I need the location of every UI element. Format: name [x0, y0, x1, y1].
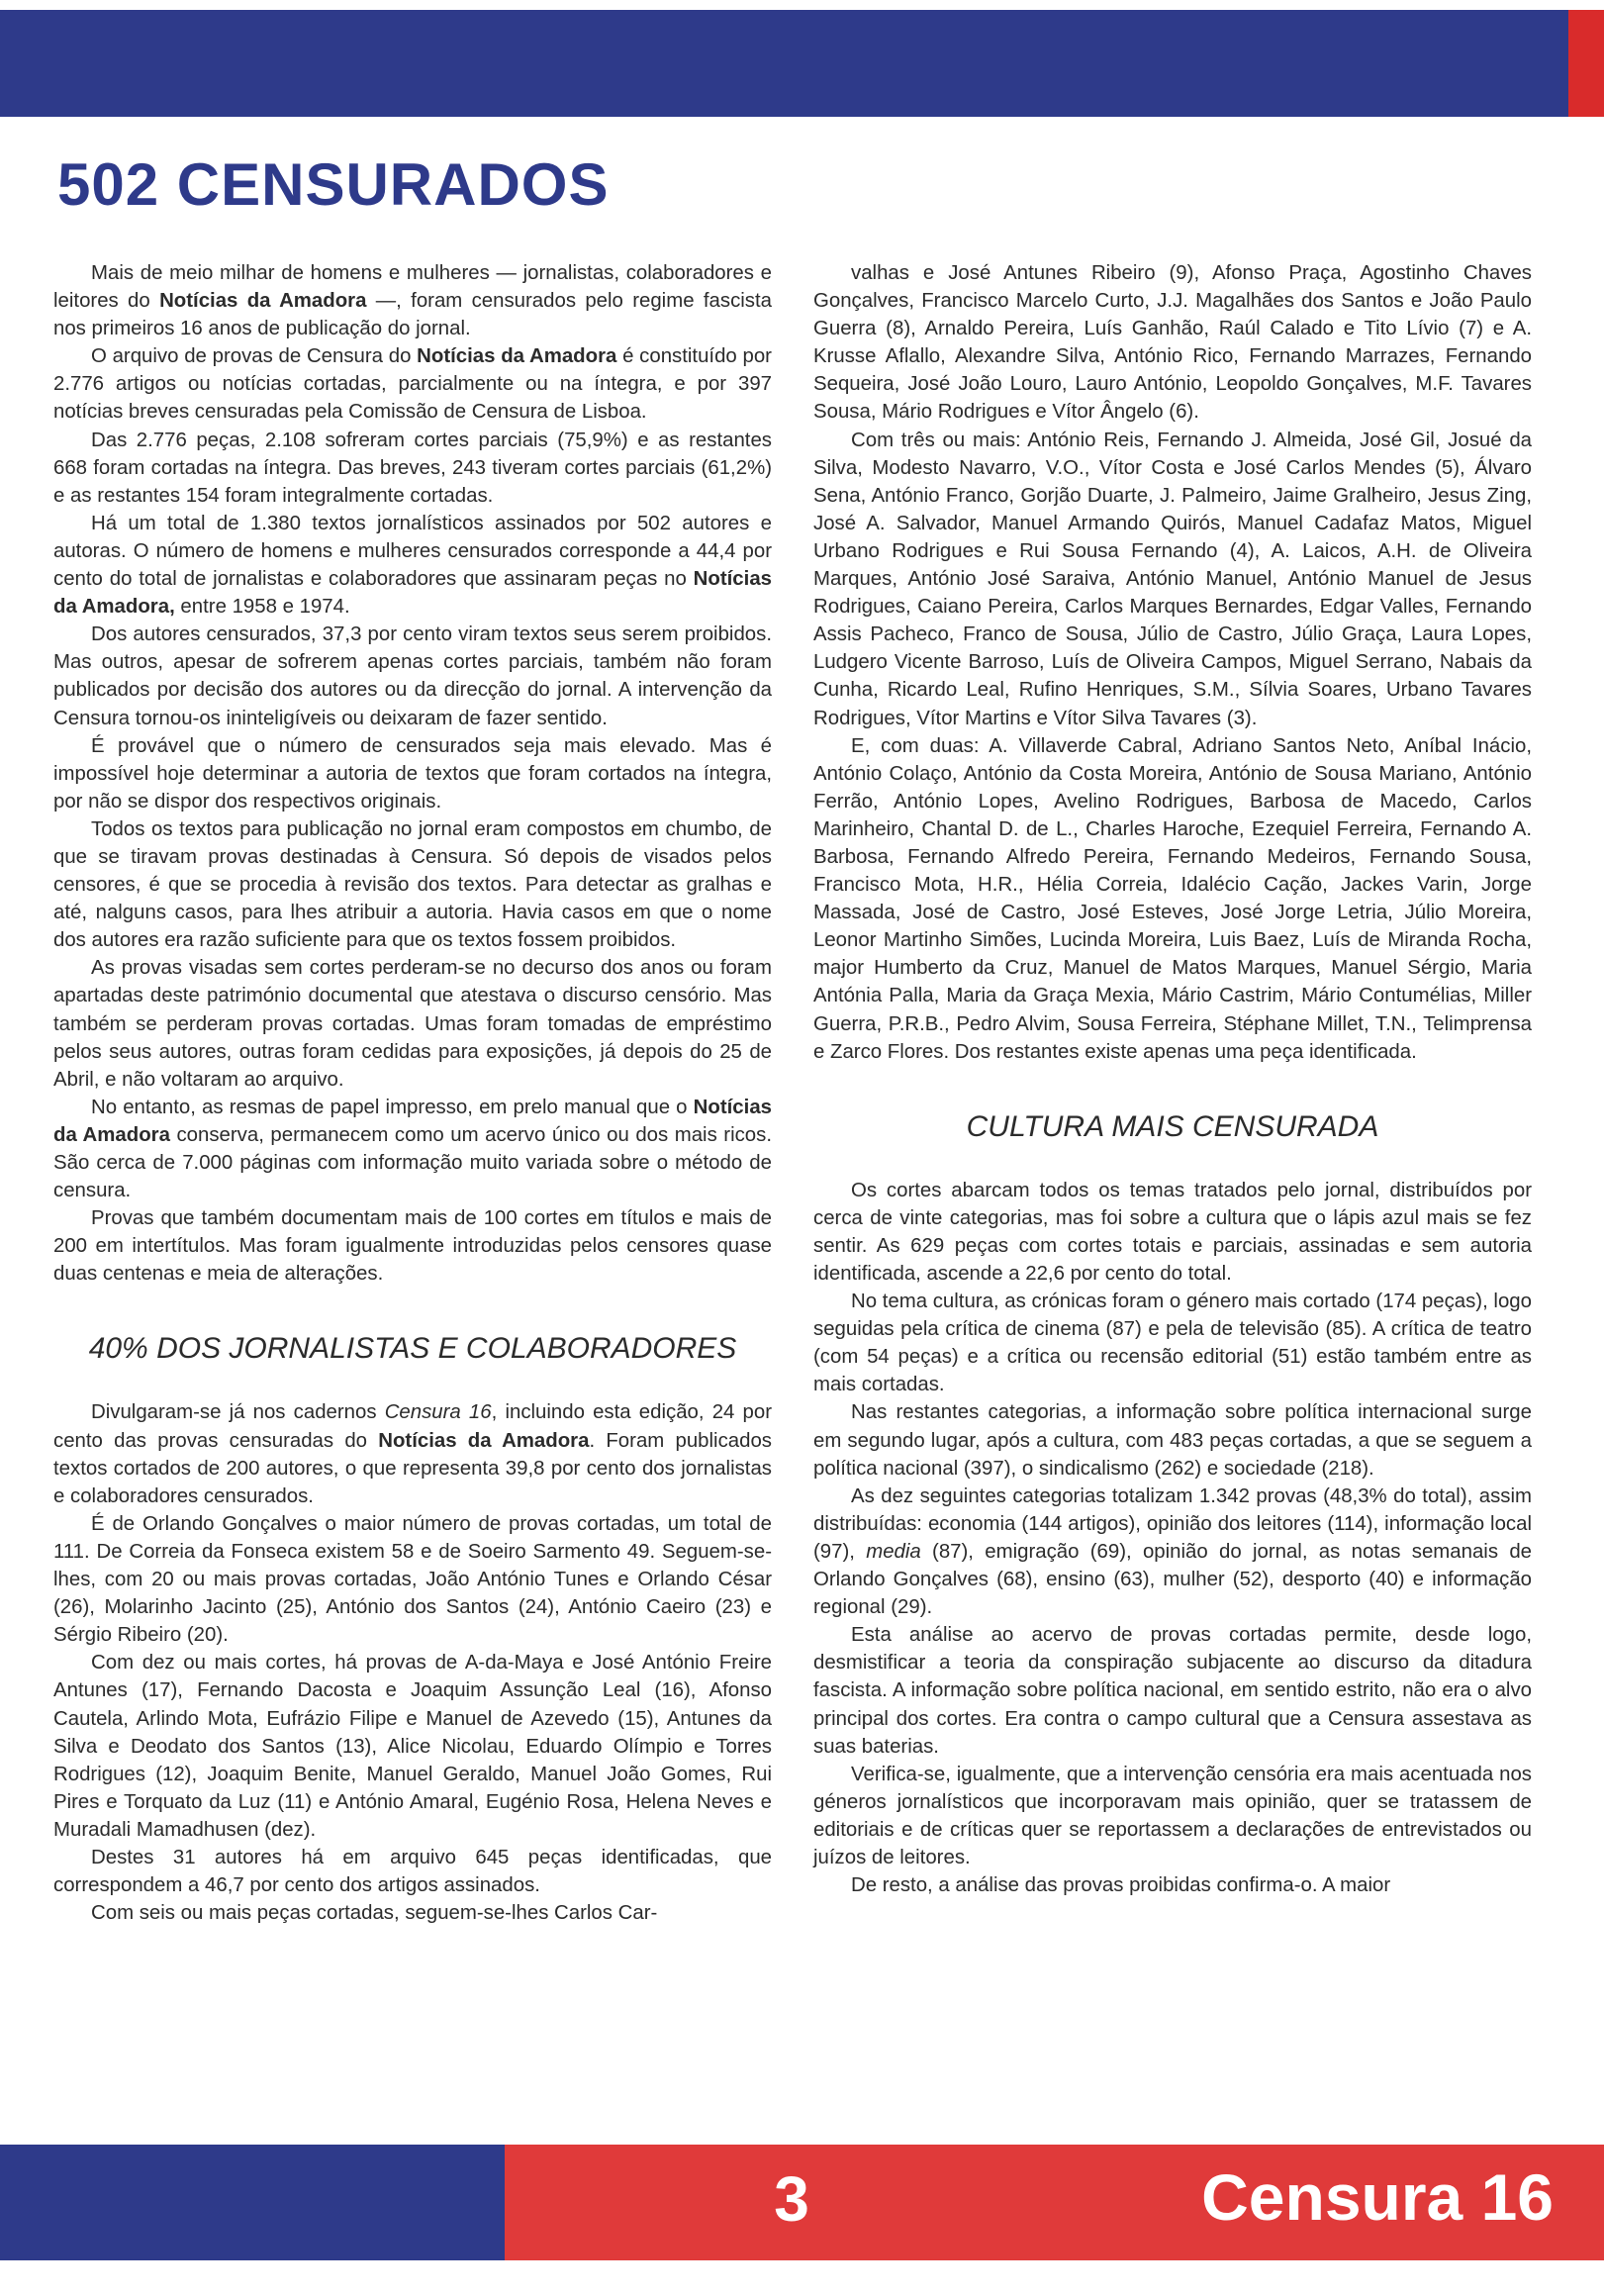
- right-column: [813, 259, 1532, 1899]
- subhead-cultura: CULTURA MAIS CENSURADA: [966, 1109, 1379, 1143]
- newspaper-name: Notícias da Amadora: [417, 345, 617, 368]
- paragraph: [53, 1398, 772, 1509]
- paragraph-text: , incluindo esta edição, 24 por cento das provas censuradas do: [53, 1401, 773, 1452]
- paragraph: [813, 1621, 1532, 1760]
- paragraph-text: —, foram censurados pelo regime fascista nos primeiros 16 anos de publicação do jornal.: [53, 290, 772, 340]
- paragraph: [53, 510, 772, 621]
- paragraph: [53, 1649, 772, 1844]
- paragraph: [813, 1177, 1532, 1288]
- paragraph-text: É provável que o número de censurados seja mais elevado. Mas é impossível hoje determinar a autoria de textos que foram cortados na íntegra, por não se dispor dos respectivos originais.: [53, 734, 772, 813]
- page-number: 3: [774, 2163, 809, 2235]
- paragraph-text: valhas e José Antunes Ribeiro (9), Afonso Praça, Agostinho Chaves Gonçalves, Francisco Marcelo Curto, J.J. Magalhães dos Santos e João Paulo Guerra (8), Arnaldo Pereira, Luís Ganhão, Raúl Calado e Tito Lívio (7) e A. Krusse Aflallo, Alexandre Silva, António Rico, Fernando Marrazes, Fernando Sequeira, José João Louro, Lauro António, Leopoldo Gonçalves, M.F. Tavares Sousa, Mário Rodrigues e Vítor Ângelo (6).: [813, 262, 1532, 424]
- newspaper-name: Notícias da Amadora: [159, 290, 367, 313]
- right-paragraphs: [813, 259, 1532, 1066]
- paragraph-text: Verifica-se, igualmente, que a intervenção censória era mais acentuada nos géneros jornalísticos que incorporavam mais opinião, quer se tratassem de editoriais e de críticas quer se reportassem a declarações de entrevistados ou juízos de leitores.: [813, 1763, 1532, 1868]
- paragraph: [53, 259, 772, 342]
- paragraph-text: No tema cultura, as crónicas foram o género mais cortado (174 peças), logo seguidas pela crítica de cinema (87) e pela de televisão (85). A crítica de teatro (com 54 peças) e a crítica ou recensão editorial (51) estão também entre as mais cortadas.: [813, 1291, 1532, 1396]
- paragraph-text: Das 2.776 peças, 2.108 sofreram cortes parciais (75,9%) e as restantes 668 foram cortadas na íntegra. Das breves, 243 tiveram cortes parciais (61,2%) e as restantes 154 foram integralmente cortadas.: [53, 429, 772, 507]
- subhead-jornalistas: 40% DOS JORNALISTAS E COLABORADORES: [88, 1332, 737, 1366]
- paragraph-text: As provas visadas sem cortes perderam-se no decurso dos anos ou foram apartadas deste património documental que atestava o discurso censório. Mas também se perderam provas cortadas. Umas foram tomadas de empréstimo pelos seus autores, outras foram cedidas para exposições, já depois do 25 de Abril, e não voltaram ao arquivo.: [53, 957, 772, 1091]
- paragraph-text: Censura 16: [384, 1401, 492, 1424]
- paragraph: [53, 1844, 772, 1899]
- paragraph-text: As dez seguintes categorias totalizam 1.342 provas (48,3% do total), assim distribuídas: economia (144 artigos), opinião dos leitores (114), informação local (97),: [813, 1484, 1532, 1563]
- paragraph: [53, 427, 772, 510]
- left-column: [53, 259, 772, 1927]
- top-color-band: [0, 0, 1604, 117]
- newspaper-name: Notícias da Amadora: [53, 1096, 772, 1146]
- paragraph: [53, 732, 772, 815]
- paragraph: [813, 1761, 1532, 1871]
- paragraph-text: Divulgaram-se já nos cadernos: [91, 1401, 385, 1424]
- paragraph-text: Mais de meio milhar de homens e mulheres — jornalistas, colaboradores e leitores do: [53, 262, 772, 313]
- paragraph-text: Esta análise ao acervo de provas cortadas permite, desde logo, desmistificar a teoria da conspiração subjacente ao discurso da ditadura fascista. A informação sobre política nacional, em sentido estrito, não era o alvo principal dos cortes. Era contra o campo cultural que a Censura assestava as suas baterias.: [813, 1624, 1532, 1758]
- paragraph-text: conserva, permanecem como um acervo único ou dos mais ricos. São cerca de 7.000 páginas com informação muito variada sobre o método de censura.: [53, 1123, 773, 1202]
- paragraph: [813, 1871, 1532, 1899]
- paragraph-text: Dos autores censurados, 37,3 por cento viram textos seus serem proibidos. Mas outros, apesar de sofrerem apenas cortes parciais, também não foram publicados por decisão dos autores ou da direcção do jornal. A intervenção da Censura tornou-os ininteligíveis ou deixaram de fazer sentido.: [53, 623, 772, 729]
- paragraph-text: é constituído por 2.776 artigos ou notícias cortadas, parcialmente ou na íntegra, e por 397 notícias breves censuradas pela Comissão de Censura de Lisboa.: [53, 345, 772, 424]
- paragraph: [53, 342, 772, 426]
- paragraph: [813, 1483, 1532, 1621]
- paragraph-text: Destes 31 autores há em arquivo 645 peças identificadas, que correspondem a 46,7 por cento dos artigos assinados.: [53, 1846, 772, 1897]
- paragraph: [53, 815, 772, 954]
- paragraph: [53, 1510, 772, 1649]
- paragraph-text: Todos os textos para publicação no jornal eram compostos em chumbo, de que se tiravam provas destinadas à Censura. Só depois de visados pelos censores, é que se procedia à revisão dos textos. Para detectar as gralhas e até, nalguns casos, para lhes atribuir a autoria. Havia casos em que o nome dos autores era razão suficiente para que os textos fossem proibidos.: [53, 817, 772, 952]
- paragraph: [813, 259, 1532, 427]
- paragraph-text: O arquivo de provas de Censura do: [91, 345, 418, 368]
- paragraph-text: Há um total de 1.380 textos jornalísticos assinados por 502 autores e autoras. O número de homens e mulheres censurados corresponde a 44,4 por cento do total de jornalistas e colaboradores que assinaram peças no: [53, 512, 772, 591]
- paragraph: [813, 1288, 1532, 1398]
- paragraph: [53, 1204, 772, 1288]
- paragraph: [813, 1398, 1532, 1482]
- paragraph: [53, 1899, 772, 1927]
- top-red-accent: [1568, 10, 1604, 117]
- publication-name: Censura 16: [1201, 2160, 1554, 2234]
- paragraph-text: De resto, a análise das provas proibidas confirma-o. A maior: [851, 1874, 1391, 1897]
- paragraph-text: Com dez ou mais cortes, há provas de A-da-Maya e José António Freire Antunes (17), Fernando Dacosta e Joaquim Assunção Leal (16), Afonso Cautela, Arlindo Mota, Eufrázio Filipe e Manuel de Azevedo (15), Antunes da Silva e Deodato dos Santos (13), Alice Nicolau, Eduardo Olímpio e Torres Rodrigues (12), Joaquim Benite, Manuel Geraldo, Manuel João Gomes, Rui Pires e Torquato da Luz (11) e António Amaral, Eugénio Rosa, Helena Neves e Muradali Mamadhusen (dez).: [53, 1652, 772, 1841]
- paragraph-text: entre 1958 e 1974.: [174, 596, 350, 619]
- right-paragraphs-after: [813, 1177, 1532, 1899]
- left-paragraphs: [53, 259, 772, 1288]
- paragraph-text: Nas restantes categorias, a informação sobre política internacional surge em segundo lugar, após a cultura, com 483 peças cortadas, a que se seguem a política nacional (397), o sindicalismo (262) e sociedade (218).: [813, 1401, 1532, 1480]
- paragraph-text: Com três ou mais: António Reis, Fernando J. Almeida, José Gil, Josué da Silva, Modesto Navarro, V.O., Vítor Costa e José Carlos Mendes (5), Álvaro Sena, António Franco, Gorjão Duarte, J. Palmeiro, Jaime Gralheiro, Jesus Zing, José A. Salvador, Manuel Armando Quirós, Manuel Cadafaz Matos, Miguel Urbano Rodrigues e Rui Sousa Fernando (4), A. Laicos, A.H. de Oliveira Marques, António José Saraiva, António Manuel, António Manuel de Jesus Rodrigues, Caiano Pereira, Carlos Marques Bernardes, Edgar Valles, Fernando Assis Pacheco, Franco de Sousa, Júlio de Castro, Júlio Graça, Laura Lopes, Ludgero Vicente Barroso, Luís de Oliveira Campos, Miguel Serrano, Nabais da Cunha, Ricardo Leal, Rufino Henriques, S.M., Sílvia Soares, Urbano Tavares Rodrigues, Vítor Martins e Vítor Silva Tavares (3).: [813, 429, 1532, 729]
- paragraph: [53, 1094, 772, 1204]
- paragraph: [53, 954, 772, 1093]
- paragraph-text: Os cortes abarcam todos os temas tratados pelo jornal, distribuídos por cerca de vinte categorias, mas foi sobre a cultura que o lápis azul mais se fez sentir. As 629 peças com cortes totais e parciais, assinadas e sem autoria identificada, ascende a 22,6 por cento do total.: [813, 1179, 1532, 1285]
- paragraph-text: media: [866, 1540, 921, 1563]
- paragraph-text: No entanto, as resmas de papel impresso, em prelo manual que o: [91, 1096, 694, 1118]
- paragraph-text: E, com duas: A. Villaverde Cabral, Adriano Santos Neto, Aníbal Inácio, António Colaço, António da Costa Moreira, António de Sousa Mariano, António Ferrão, António Lopes, Avelino Rodrigues, Barbosa de Macedo, Carlos Marinheiro, Chantal D. de L., Charles Haroche, Ezequiel Ferreira, Fernando A. Barbosa, Fernando Alfredo Pereira, Fernando Medeiros, Fernando Sousa, Francisco Mota, H.R., Hélia Correia, Idalécio Cação, Jackes Varin, Jorge Massada, José de Castro, José Esteves, José Jorge Letria, Júlio Moreira, Leonor Martinho Simões, Lucinda Moreira, Luis Baez, Luís de Miranda Rocha, major Humberto da Cruz, Manuel de Matos Marques, Manuel Sérgio, Maria Antónia Palla, Maria da Graça Mexia, Mário Castrim, Mário Contumélias, Miller Guerra, P.R.B., Pedro Alvim, Sousa Ferreira, Stéphane Millet, T.N., Telimprensa e Zarco Flores. Dos restantes existe apenas uma peça identificada.: [813, 734, 1532, 1063]
- newspaper-name: Notícias da Amadora,: [53, 568, 772, 619]
- paragraph: [813, 732, 1532, 1066]
- page-title: 502 CENSURADOS: [57, 151, 610, 218]
- paragraph-text: Com seis ou mais peças cortadas, seguem-se-lhes Carlos Car-: [91, 1902, 658, 1925]
- paragraph-text: (87), emigração (69), opinião do jornal, as notas semanais de Orlando Gonçalves (68), ensino (63), mulher (52), desporto (40) e informação regional (29).: [813, 1540, 1532, 1619]
- newspaper-name: Notícias da Amadora: [378, 1429, 590, 1452]
- top-blue-stripe: [0, 10, 1604, 117]
- paragraph: [53, 621, 772, 731]
- paragraph: [813, 427, 1532, 732]
- paragraph-text: . Foram publicados textos cortados de 200 autores, o que representa 39,8 por cento dos jornalistas e colaboradores censurados.: [53, 1429, 772, 1507]
- left-paragraphs-after: [53, 1398, 772, 1927]
- paragraph-text: É de Orlando Gonçalves o maior número de provas cortadas, um total de 111. De Correia da Fonseca existem 58 e de Soeiro Sarmento 49. Seguem-se-lhes, com 20 ou mais provas cortadas, João António Tunes e Orlando César (26), Molarinho Jacinto (25), António dos Santos (24), António Caeiro (23) e Sérgio Ribeiro (20).: [53, 1512, 772, 1647]
- paragraph-text: Provas que também documentam mais de 100 cortes em títulos e mais de 200 em intertítulos. Mas foram igualmente introduzidas pelos censores quase duas centenas e meia de alterações.: [53, 1207, 772, 1286]
- footer-blue-block: [0, 2145, 505, 2260]
